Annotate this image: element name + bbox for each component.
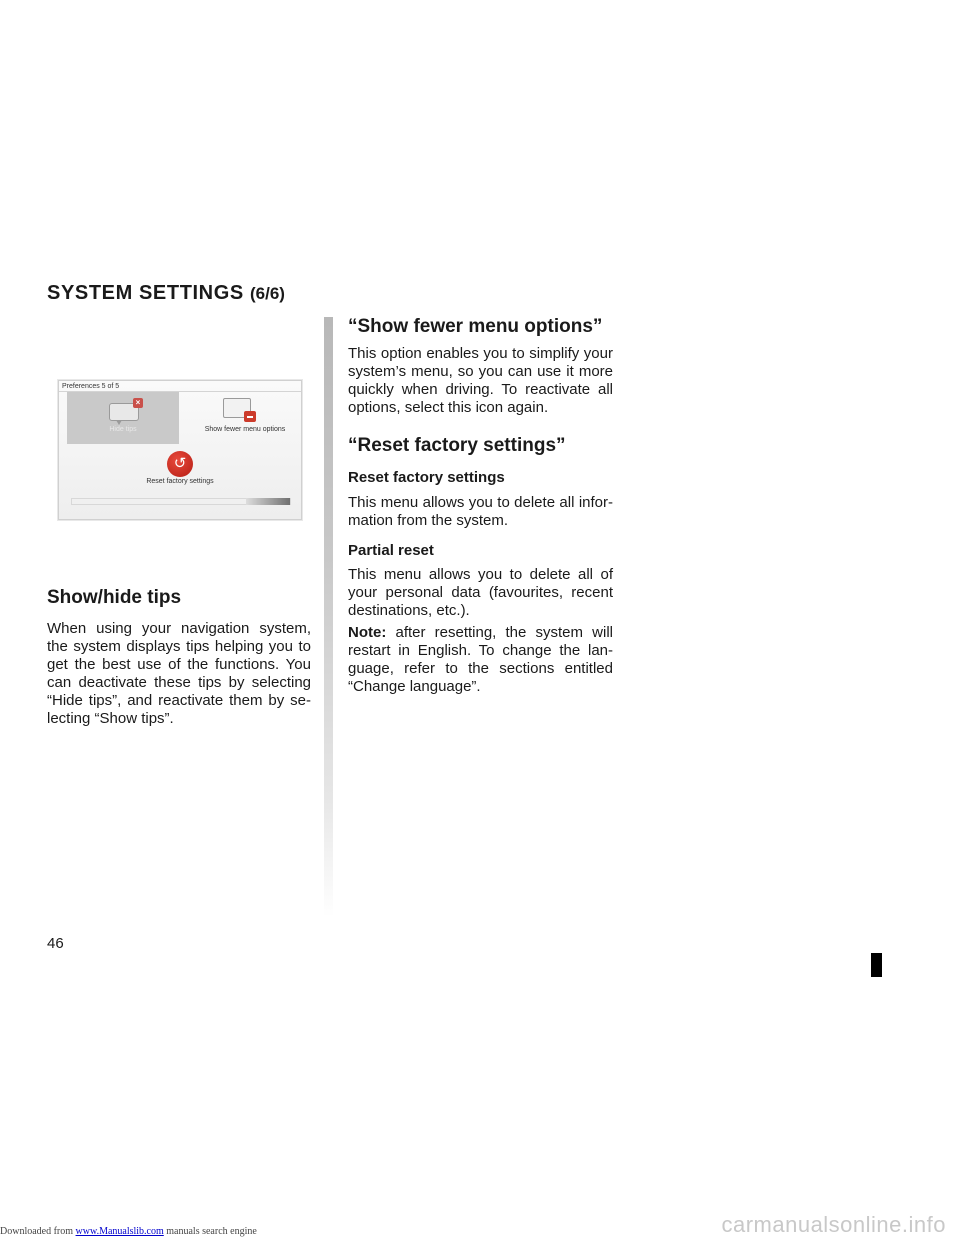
tab-marker <box>871 953 882 977</box>
fewer-menu-label: Show fewer menu options <box>204 426 286 433</box>
fewer-menu-body: This option enables you to simplify your system’s menu, so you can use it more quickly when driving. To reactivate all options, select this icon again. <box>348 345 613 416</box>
reset-label: Reset factory settings <box>146 478 214 485</box>
preferences-screen <box>58 380 302 520</box>
close-icon: × <box>133 398 143 408</box>
column-divider <box>324 317 333 917</box>
reset-subheading: Reset factory settings <box>348 469 505 486</box>
download-footer: Downloaded from www.Manualslib.com manuals search engine <box>0 1226 257 1237</box>
reset-body: This menu allows you to delete all infor-mation from the system. <box>348 494 613 529</box>
progress-thumb[interactable] <box>246 498 290 505</box>
page-title-part: (6/6) <box>249 284 285 303</box>
partial-reset-subheading: Partial reset <box>348 542 434 559</box>
reset-heading: “Reset factory settings” <box>348 435 566 456</box>
page-title: SYSTEM SETTINGS (6/6) <box>47 282 285 304</box>
show-hide-tips-heading: Show/hide tips <box>47 587 182 608</box>
page-progress-bar[interactable] <box>71 498 291 505</box>
minus-icon <box>244 411 256 422</box>
hide-tips-tile[interactable] <box>67 392 179 444</box>
reset-icon[interactable]: ↺ <box>167 451 193 477</box>
screen-header: Preferences 5 of 5 <box>62 383 120 390</box>
page-number: 46 <box>47 935 64 952</box>
note-text: after resetting, the system will restart in English. To change the lan-guage, refer to the sections entitled “Change language”. <box>348 624 613 695</box>
show-hide-tips-body: When using your navigation system, the system displays tips helping you to get the best use of the functions. You can deactivate these tips by selecting “Hide tips”, and reactivate them by se-lecting “Show tips”. <box>47 620 311 727</box>
note-label: Note: <box>348 624 387 641</box>
partial-reset-body: This menu allows you to delete all of your personal data (favourites, recent destinations, etc.). <box>348 566 613 619</box>
note-paragraph <box>348 624 613 696</box>
fewer-menu-heading: “Show fewer menu options” <box>348 316 603 337</box>
watermark: carmanualsonline.info <box>721 1212 946 1237</box>
manualslib-link[interactable]: www.Manualslib.com <box>75 1226 164 1237</box>
fewer-menu-tile[interactable] <box>199 392 291 444</box>
hide-tips-label: Hide tips <box>109 426 137 433</box>
